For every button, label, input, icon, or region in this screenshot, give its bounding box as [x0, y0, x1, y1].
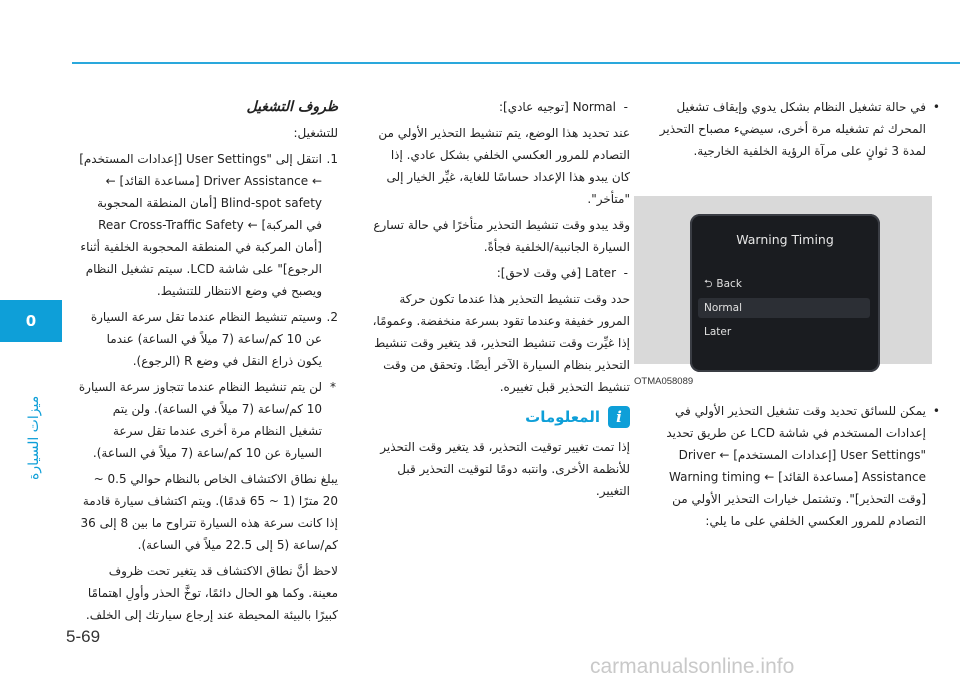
- info-heading: [372, 406, 630, 428]
- range-text: يبلغ نطاق الاكتشاف الخاص بالنظام حوالي 0.5 ~ 20 مترًا (1 ~ 65 قدمًا). ويتم اكتشاف سيارة قادمة إذا كانت سرعة هذه السيارة تتراوح ما بين 8 إلى 36 كم/ساعة (5 إلى 22.5 ميلاً في الساعة).: [80, 472, 338, 552]
- step-1-number: 1.: [326, 152, 338, 166]
- info-text: إذا تمت تغيير توقيت التحذير، قد يتغير وقت التحذير للأنظمة الأخرى. وانتبه دومًا لتوقيت التحذير قبل التغيير.: [380, 440, 630, 498]
- page-number: 5-69: [66, 627, 101, 646]
- watermark: carmanualsonline.info: [590, 655, 795, 678]
- operating-intro: للتشغيل:: [293, 126, 338, 140]
- step-2: [78, 306, 338, 372]
- option-normal-text: عند تحديد هذا الوضع، يتم تنشيط التحذير الأولي من التصادم للمرور العكسي الخلفي بشكل عادي. إذا كان يبدو هذا الإعداد حساسًا للغاية، غيِّر الخيار إلى "متأخر".: [378, 126, 630, 206]
- later-label: Later: [704, 326, 732, 338]
- figure-caption: OTMA058089: [634, 376, 694, 387]
- step-2-text: وسيتم تنشيط النظام عندما تقل سرعة السيارة عن 10 كم/ساعة (7 ميلاً في الساعة) عندما يكون ذراع النقل في وضع R (الرجوع).: [90, 310, 322, 368]
- step-1: [78, 148, 338, 302]
- column-middle: [372, 96, 630, 506]
- screen-title: Warning Timing: [736, 232, 834, 247]
- option-normal-text-2: وقد يبدو وقت تنشيط التحذير متأخرًا في حالة تسارع السيارة الجانبية/الخلفية فجأةً.: [373, 218, 630, 254]
- figure-warning-timing: [634, 196, 932, 364]
- option-later-heading: - Later [في وقت لاحق]:: [372, 262, 630, 284]
- menu-item-back[interactable]: [698, 274, 870, 294]
- column-right: [640, 96, 940, 166]
- menu-item-normal[interactable]: [698, 298, 870, 318]
- back-arrow-icon: ⮌: [704, 278, 713, 290]
- info-icon: i: [608, 406, 630, 428]
- bullet-manual-operation: • في حالة تشغيل النظام بشكل يدوي وإيقاف تشغيل المحرك ثم تشغيله مرة أخرى، سيضيء مصباح التحذير لمدة 3 ثوانٍ على مرآة الرؤية الخلفية الخارجية.: [640, 96, 940, 162]
- info-title: المعلومات: [525, 408, 600, 426]
- step-1-text: انتقل إلى "User Settings [إعدادات المستخدم] ← Driver Assistance [مساعدة القائد] ← Blind-spot safety [أمان المنطقة المحجوبة في المركبة] ← Rear Cross-Traffic Safety [أمان المركبة في المنطقة المحجوبة الخلفية أثناء الرجوع]" على شاشة LCD. سيتم تشغيل النظام ويصبح في وضع الانتظار للتنشيط.: [79, 152, 322, 298]
- back-label: Back: [716, 278, 742, 290]
- top-rule: [72, 62, 960, 64]
- column-left: [78, 96, 338, 630]
- option-later-text: حدد وقت تنشيط التحذير هذا عندما تكون حركة المرور خفيفة وعندما تقود بسرعة منخفضة. وعمومًا، إذا غيِّرت وقت تنشيط التحذير، قد يتغير وقت تنشيط التحذير بنظام السيارة الآخر أيضًا. وتحقق من وقت تنشيط التحذير قبل تغييره.: [372, 292, 630, 394]
- normal-label: Normal: [704, 302, 742, 314]
- lcd-screen: [690, 214, 880, 372]
- section-heading: ظروف التشغيل: [246, 99, 338, 115]
- step-2-number: 2.: [326, 310, 338, 324]
- section-side-label: ميزات السيارة: [26, 395, 42, 480]
- menu-item-later[interactable]: [698, 322, 870, 342]
- caution-note: لاحظ أنَّ نطاق الاكتشاف قد يتغير تحت ظروف معينة. وكما هو الحال دائمًا، توخَّ الحذر وأولِ اهتمامًا كبيرًا بالبيئة المحيطة عند إرجاع سيارتك إلى الخلف.: [85, 564, 338, 622]
- option-normal-heading: - Normal [توجيه عادي]:: [372, 96, 630, 118]
- column-right-lower: [640, 400, 940, 536]
- bullet-warning-timing: • يمكن للسائق تحديد وقت تشغيل التحذير الأولي في إعدادات المستخدم في شاشة LCD عن طريق تحديد "User Settings [إعدادات المستخدم] ← Driver Assistance [مساعدة القائد] ← Warning timing [وقت التحذير]". وتشتمل خيارات التحذير الأولي من التصادم للمرور العكسي الخلفي على ما يلي:: [640, 400, 940, 532]
- star-note: * لن يتم تنشيط النظام عندما تتجاوز سرعة السيارة 10 كم/ساعة (7 ميلاً في الساعة). ولن يتم تشغيل النظام مرة أخرى عندما تقل سرعة السيارة عن 10 كم/ساعة (7 ميلاً في الساعة).: [78, 376, 338, 464]
- section-tab: 0: [0, 300, 62, 342]
